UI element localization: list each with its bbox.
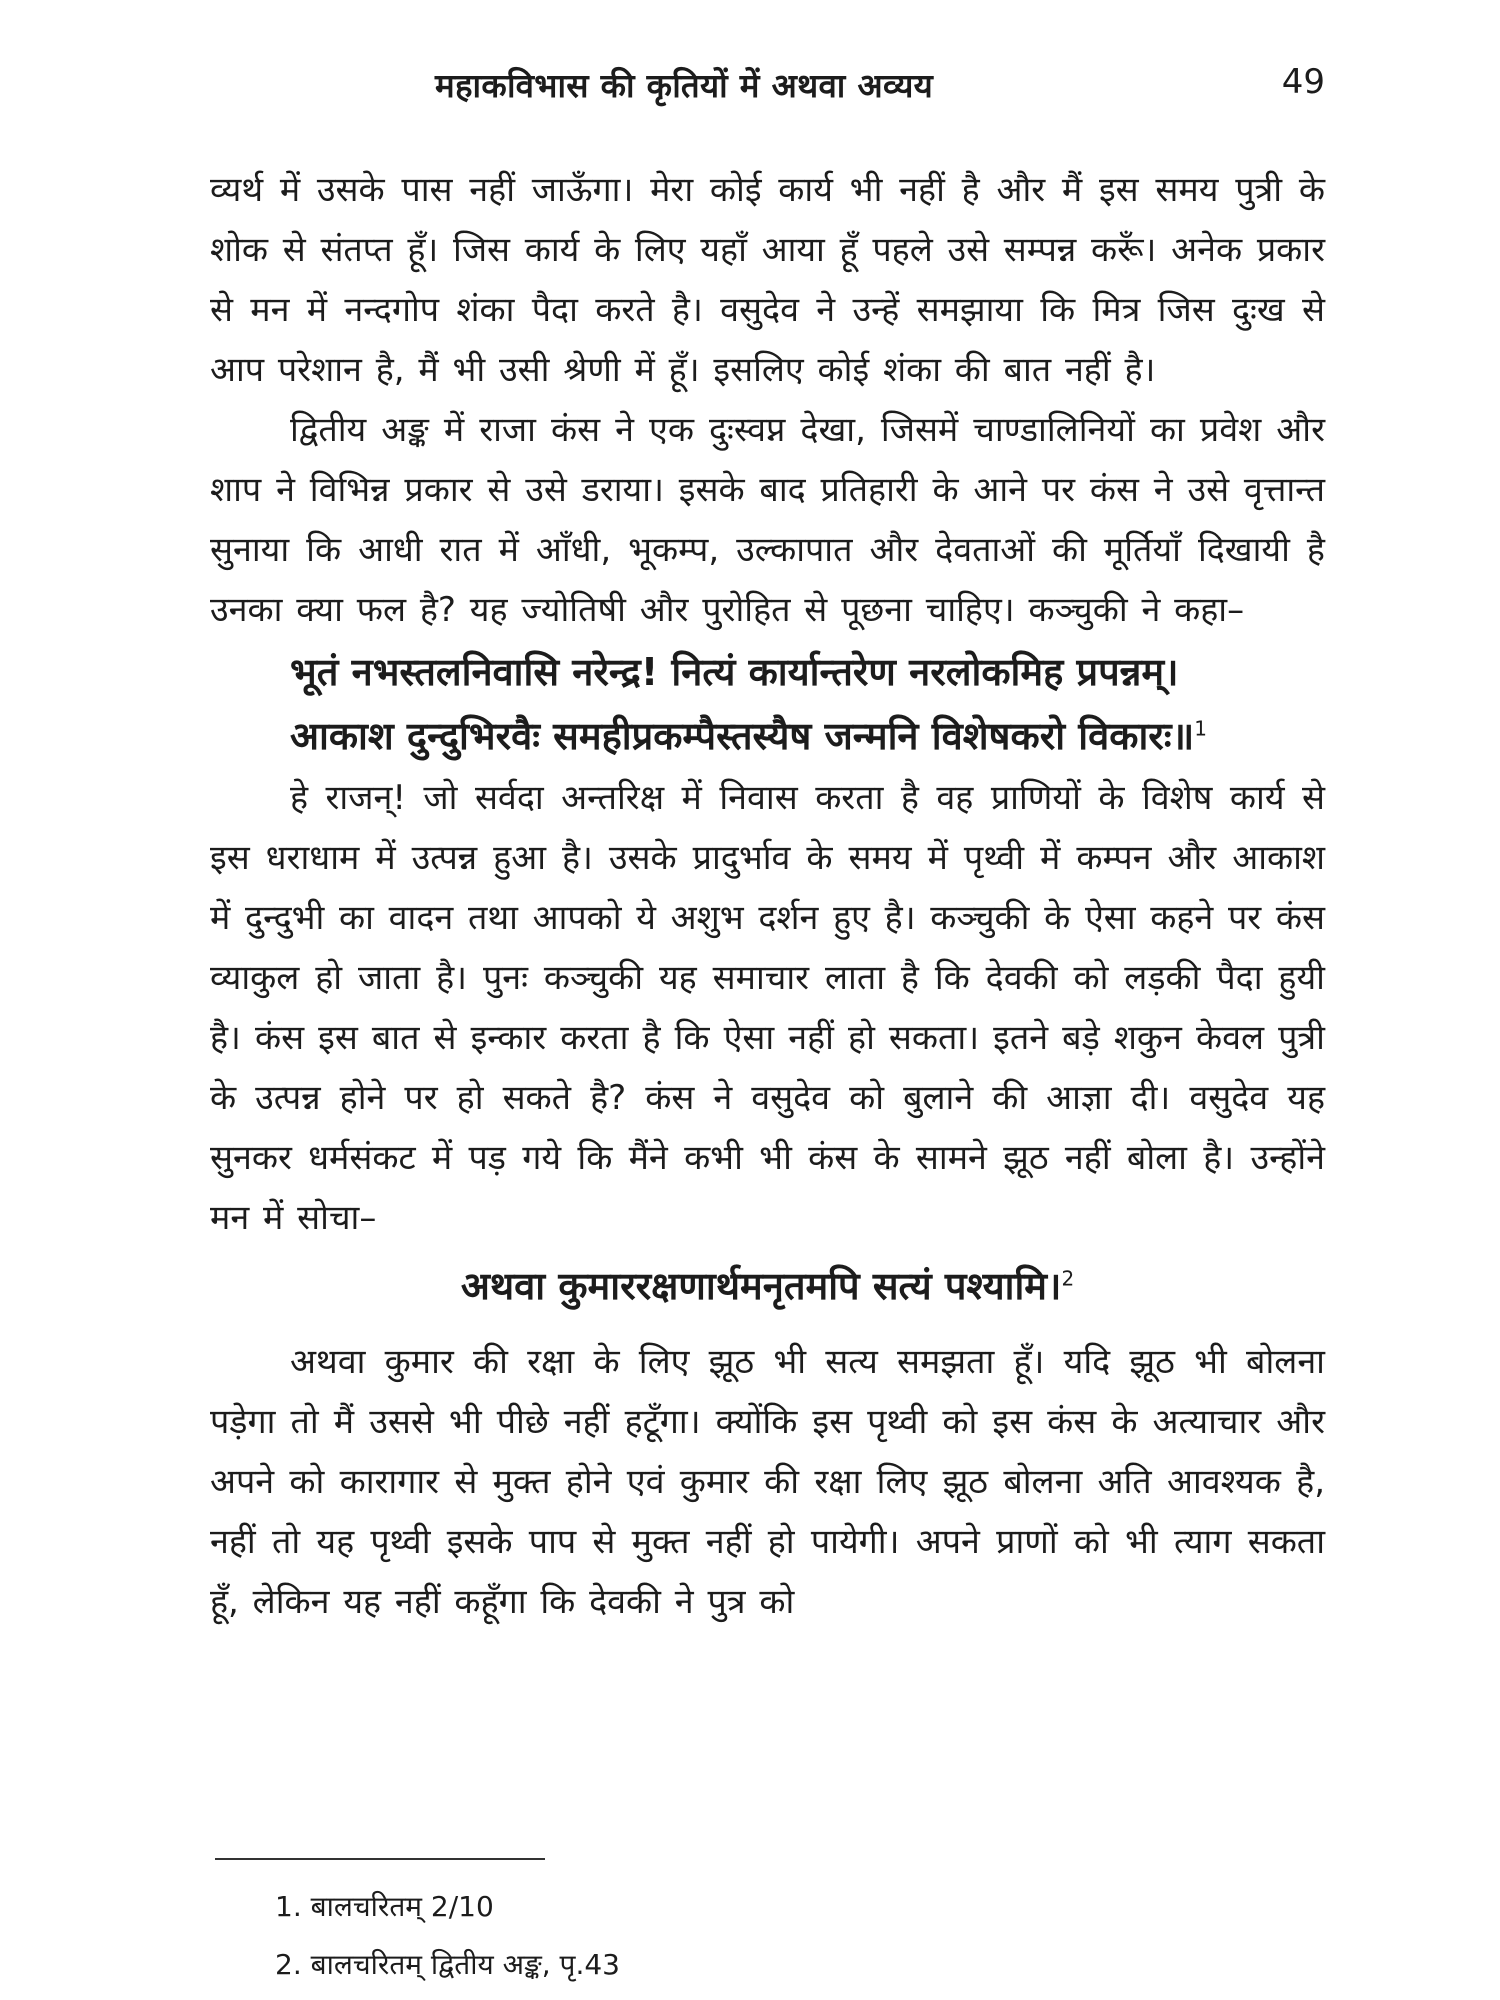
verse-1-line-1: भूतं नभस्तलनिवासि नरेन्द्र! नित्यं कार्यान्तरेण नरलोकमिह प्रपन्नम्। xyxy=(290,650,1179,694)
running-title: महाकविभास की कृतियों में अथवा अव्यय xyxy=(435,66,934,105)
verse-2 xyxy=(210,1254,1325,1318)
verse-2-text: अथवा कुमाररक्षणार्थमनृतमपि सत्यं पश्यामि। xyxy=(460,1264,1062,1308)
paragraph-4: अथवा कुमार की रक्षा के लिए झूठ भी सत्य समझता हूँ। यदि झूठ भी बोलना पड़ेगा तो मैं उससे भी पीछे नहीं हटूँगा। क्योंकि इस पृथ्वी को इस कंस के अत्याचार और अपने को कारागार से मुक्त होने एवं कुमार की रक्षा लिए झूठ बोलना अति आवश्यक है, नहीं तो यह पृथ्वी इसके पाप से मुक्त नहीं हो पायेगी। अपने प्राणों को भी त्याग सकता हूँ, लेकिन यह नहीं कहूँगा कि देवकी ने पुत्र को xyxy=(210,1342,1325,1622)
verse-1-line-2 xyxy=(210,704,1325,768)
footnote-ref-1: 1 xyxy=(1194,716,1208,741)
footnote-1: 1. बालचरितम् 2/10 xyxy=(275,1890,494,1923)
page-number: 49 xyxy=(1281,62,1325,102)
footnote-divider xyxy=(215,1858,545,1860)
paragraph-3: हे राजन्! जो सर्वदा अन्तरिक्ष में निवास करता है वह प्राणियों के विशेष कार्य से इस धराधाम में उत्पन्न हुआ है। उसके प्रादुर्भाव के समय में पृथ्वी में कम्पन और आकाश में दुन्दुभी का वादन तथा आपको ये अशुभ दर्शन हुए है। कञ्चुकी के ऐसा कहने पर कंस व्याकुल हो जाता है। पुनः कञ्चुकी यह समाचार लाता है कि देवकी को लड़की पैदा हुयी है। कंस इस बात से इन्कार करता है कि ऐसा नहीं हो सकता। इतने बड़े शकुन केवल पुत्री के उत्पन्न होने पर हो सकते है? कंस ने वसुदेव को बुलाने की आज्ञा दी। वसुदेव यह सुनकर धर्मसंकट में पड़ गये कि मैंने कभी भी कंस के सामने झूठ नहीं बोला है। उन्होंने मन में सोचा– xyxy=(210,778,1325,1238)
main-text xyxy=(210,160,1325,1632)
page-header xyxy=(210,62,1325,112)
footnote-ref-2: 2 xyxy=(1061,1266,1075,1291)
verse-1 xyxy=(210,640,1325,768)
footnote-2: 2. बालचरितम् द्वितीय अङ्क, पृ.43 xyxy=(275,1948,620,1981)
paragraph-1: व्यर्थ में उसके पास नहीं जाऊँगा। मेरा कोई कार्य भी नहीं है और मैं इस समय पुत्री के शोक से संतप्त हूँ। जिस कार्य के लिए यहाँ आया हूँ पहले उसे सम्पन्न करूँ। अनेक प्रकार से मन में नन्दगोप शंका पैदा करते है। वसुदेव ने उन्हें समझाया कि मित्र जिस दुःख से आप परेशान है, मैं भी उसी श्रेणी में हूँ। इसलिए कोई शंका की बात नहीं है। xyxy=(210,170,1325,390)
paragraph-2: द्वितीय अङ्क में राजा कंस ने एक दुःस्वप्न देखा, जिसमें चाण्डालिनियों का प्रवेश और शाप ने विभिन्न प्रकार से उसे डराया। इसके बाद प्रतिहारी के आने पर कंस ने उसे वृत्तान्त सुनाया कि आधी रात में आँधी, भूकम्प, उल्कापात और देवताओं की मूर्तियाँ दिखायी है उनका क्या फल है? यह ज्योतिषी और पुरोहित से पूछना चाहिए। कञ्चुकी ने कहा– xyxy=(210,410,1325,630)
footnotes xyxy=(275,1878,1175,1994)
verse-1-line-2-text: आकाश दुन्दुभिरवैः समहीप्रकम्पैस्तस्यैष जन्मनि विशेषकरो विकारः॥ xyxy=(290,714,1195,758)
